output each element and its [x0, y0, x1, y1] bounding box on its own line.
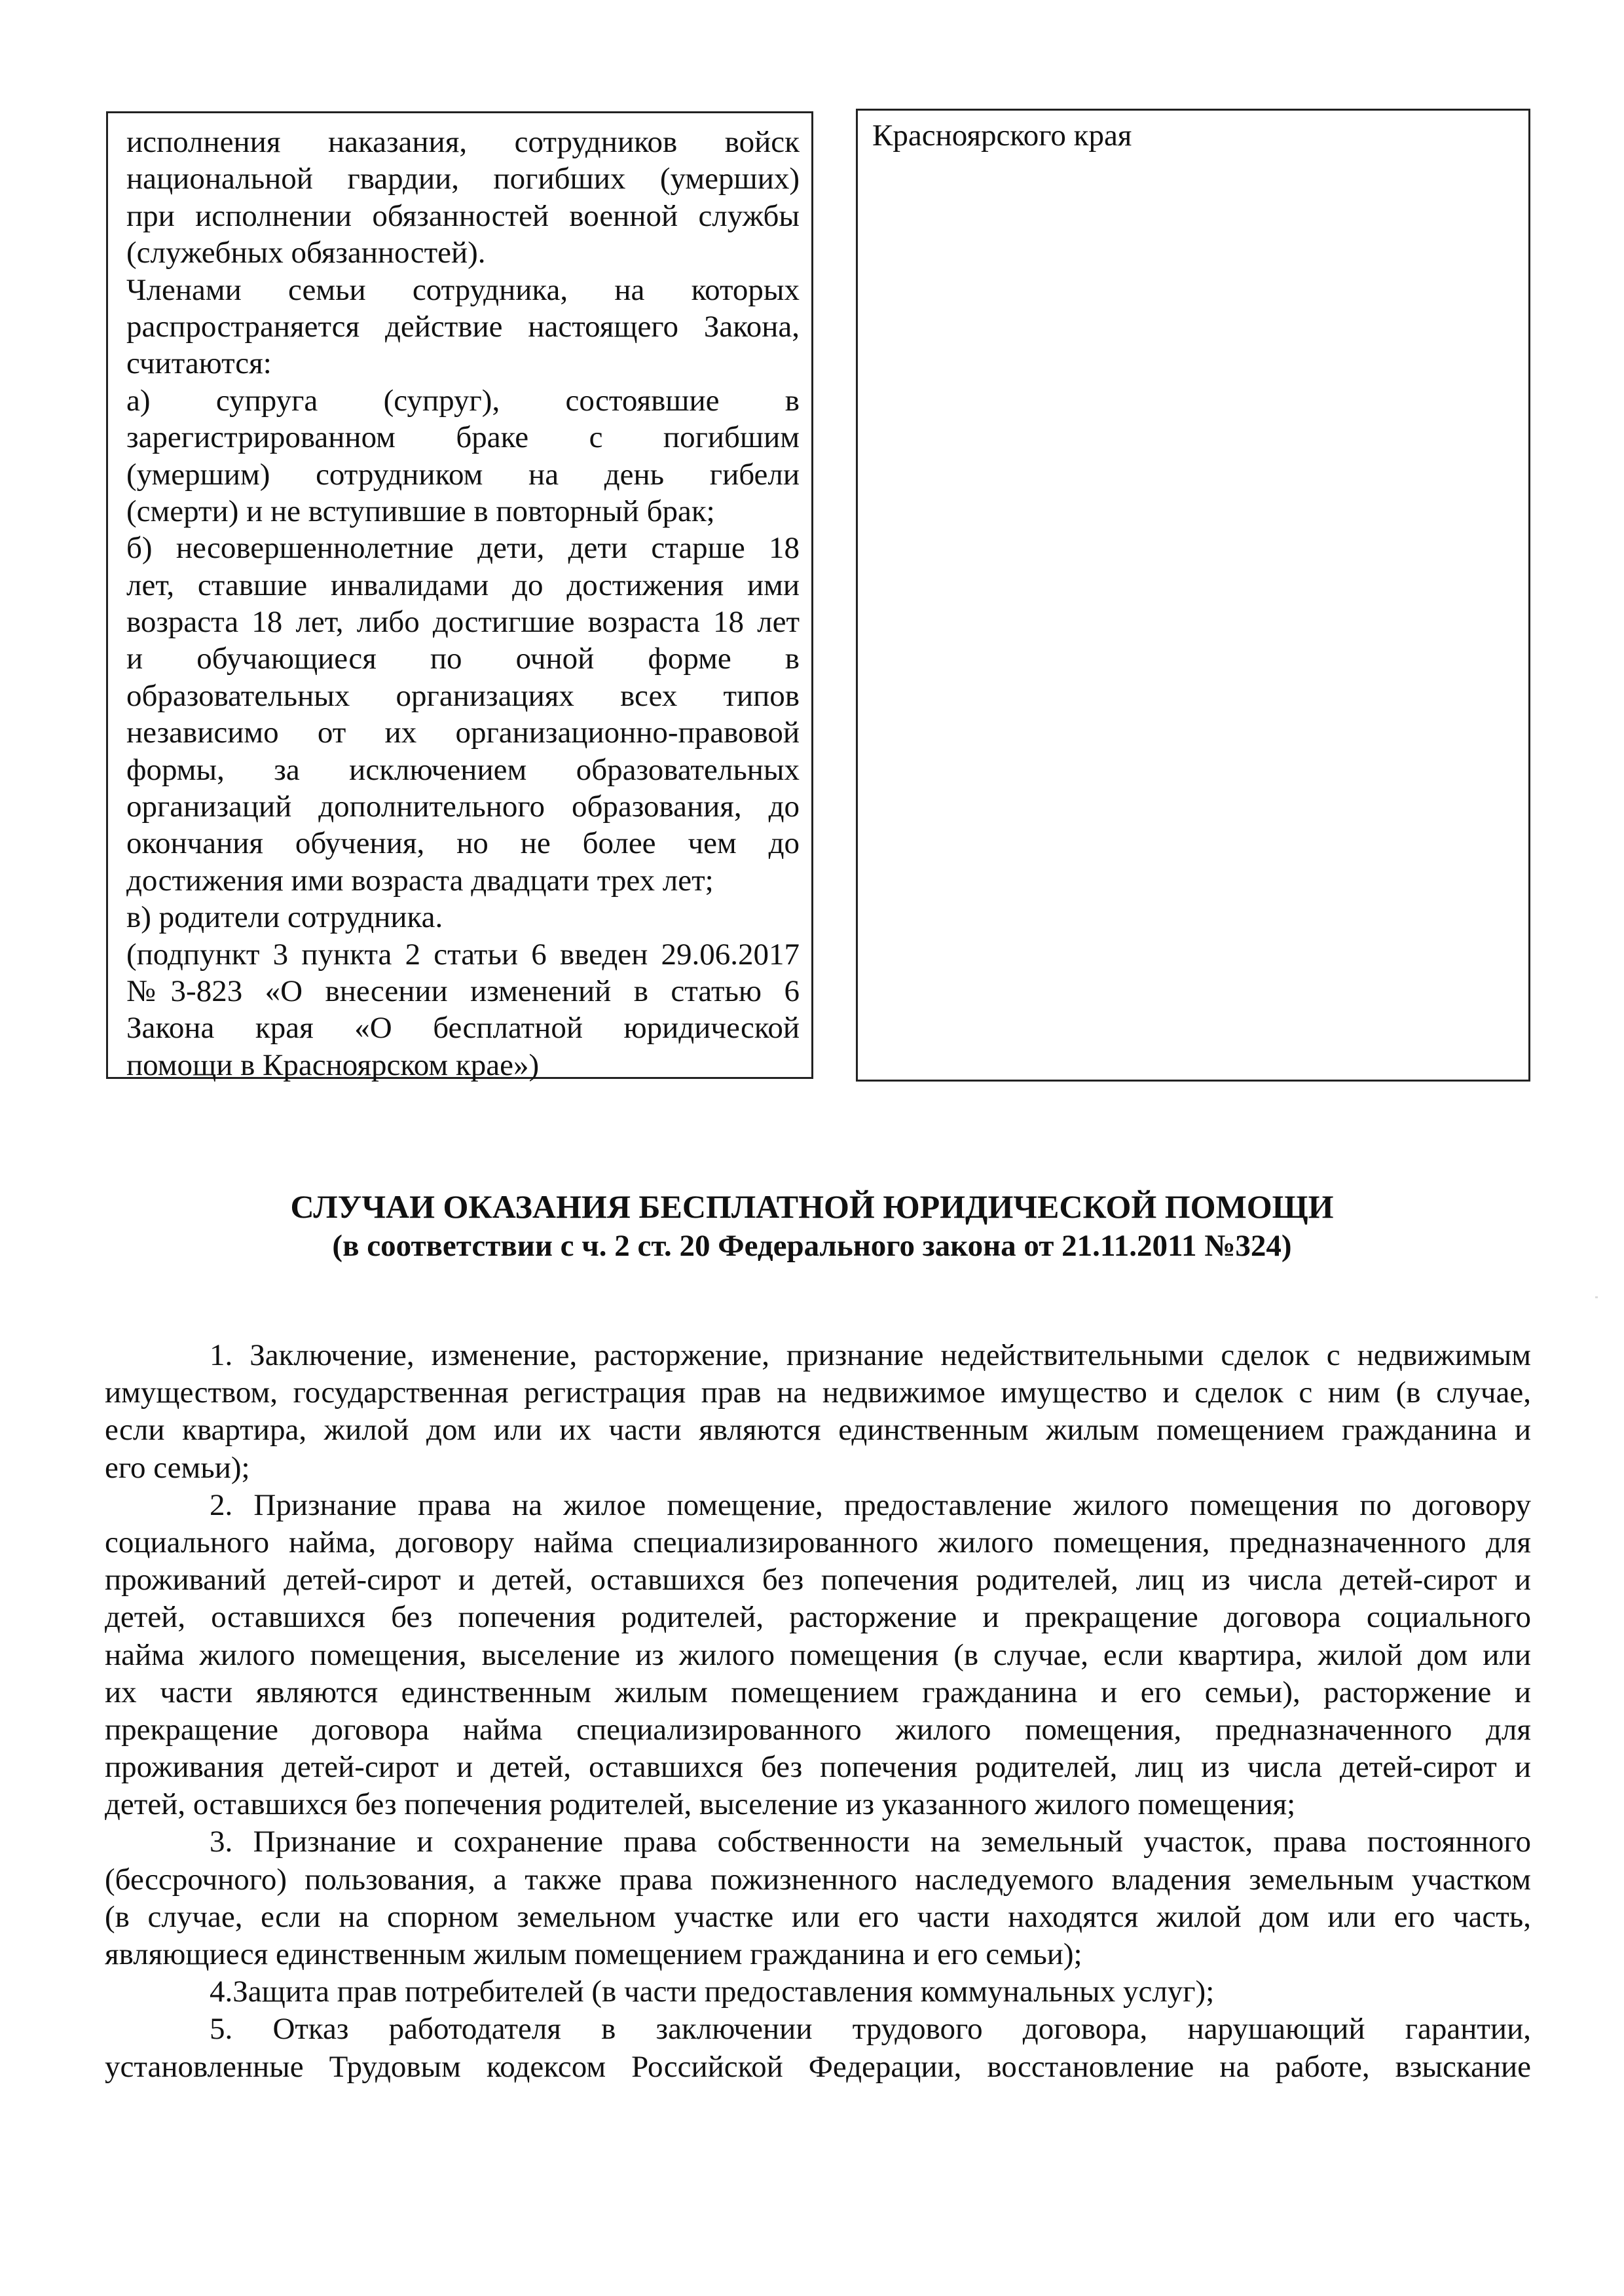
cell-text-line: (служебных обязанностей).: [126, 236, 486, 270]
cell-text-line: в) родители сотрудника.: [126, 900, 443, 935]
cell-text-line: (подпункт 3 пункта 2 статьи 6 введен 29.06.2017: [126, 937, 800, 972]
body-line: 3. Признание и сохранение права собственности на земельный участок, права постоянного: [210, 1825, 1531, 1859]
body-line: его семьи);: [105, 1450, 250, 1485]
body-line: их части являются единственным жилым помещением гражданина и его семьи), расторжение и: [105, 1675, 1531, 1709]
cell-text-line: а) супруга (супруг), состоявшие в: [126, 383, 800, 418]
body-line: прекращение договора найма специализированного жилого помещения, предназначенного для: [105, 1712, 1531, 1747]
cell-text-line: распространяется действие настоящего Закона,: [126, 309, 800, 344]
section-heading: [0, 1186, 1624, 1265]
document-body: [105, 1337, 1531, 2086]
body-line: (в случае, если на спорном земельном участке или его части находятся жилой дом или его часть,: [105, 1899, 1531, 1934]
cell-text-line: №3-823 «О внесении изменений в статью 6: [126, 974, 800, 1008]
body-line: 2. Признание права на жилое помещение, предоставление жилого помещения по договору: [210, 1487, 1531, 1522]
cell-text-line: возраста 18 лет, либо достигшие возраста 18 лет: [126, 605, 800, 640]
heading-subtitle: (в соответствии с ч. 2 ст. 20 Федерального закона от 21.11.2011 №324): [332, 1229, 1292, 1263]
cell-text-line: лет, ставшие инвалидами до достижения ими: [126, 568, 800, 602]
body-line: проживания детей-сирот и детей, оставшихся без попечения родителей, лиц из числа детей-сирот и: [105, 1750, 1531, 1785]
cell-text-line: (умершим) сотрудником на день гибели: [126, 457, 800, 492]
body-line: социального найма, договору найма специализированного жилого помещения, предназначенного для: [105, 1525, 1531, 1559]
cell-text-line: формы, за исключением образовательных: [126, 752, 800, 787]
body-line: 4.Защита прав потребителей (в части предоставления коммунальных услуг);: [210, 1975, 1215, 2009]
cell-text-line: и обучающиеся по очной форме в: [126, 642, 800, 676]
cell-text-line: национальной гвардии, погибших (умерших): [126, 162, 800, 196]
cell-text-line: независимо от их организационно-правовой: [126, 716, 800, 750]
table-cell-right: [856, 109, 1530, 1082]
cell-text-line: исполнения наказания, сотрудников войск: [126, 125, 800, 159]
body-line: если квартира, жилой дом или их части являются единственным жилым помещением гражданина и: [105, 1413, 1531, 1448]
body-line: установленные Трудовым кодексом Российской Федерации, восстановление на работе, взыскание: [105, 2049, 1531, 2084]
body-line: (бессрочного) пользования, а также права пожизненного наследуемого владения земельным участком: [105, 1862, 1531, 1897]
body-line: детей, оставшихся без попечения родителей, расторжение и прекращение договора социального: [105, 1600, 1531, 1635]
cell-text-line: считаются:: [126, 346, 272, 381]
heading-title: СЛУЧАИ ОКАЗАНИЯ БЕСПЛАТНОЙ ЮРИДИЧЕСКОЙ ПОМОЩИ: [290, 1188, 1334, 1225]
cell-text-line: Закона края «О бесплатной юридической: [126, 1011, 800, 1046]
cell-text: Красноярского края: [872, 118, 1132, 153]
cell-text-line: образовательных организациях всех типов: [126, 678, 800, 713]
body-line: проживаний детей-сирот и детей, оставшихся без попечения родителей, лиц из числа детей-сирот и: [105, 1563, 1531, 1597]
scan-artifact: [1595, 1296, 1598, 1298]
table-cell-left: [106, 111, 813, 1082]
body-line: являющиеся единственным жилым помещением гражданина и его семьи);: [105, 1937, 1082, 1971]
cell-text-line: окончания обучения, но не более чем до: [126, 826, 800, 861]
cell-text-line: зарегистрированном браке с погибшим: [126, 420, 800, 455]
body-line: найма жилого помещения, выселение из жилого помещения (в случае, если квартира, жилой дом или: [105, 1637, 1531, 1672]
cell-text-line: (смерти) и не вступившие в повторный брак;: [126, 494, 715, 528]
cell-text-line: б) несовершеннолетние дети, дети старше 18: [126, 531, 800, 566]
body-line: 5. Отказ работодателя в заключении трудового договора, нарушающий гарантии,: [210, 2012, 1531, 2047]
body-line: имуществом, государственная регистрация прав на недвижимое имущество и сделок с ним (в случае,: [105, 1376, 1531, 1410]
cell-text-line: помощи в Красноярском крае»): [126, 1048, 540, 1082]
cell-text-line: при исполнении обязанностей военной службы: [126, 198, 800, 233]
body-line: детей, оставшихся без попечения родителей, выселение из указанного жилого помещения;: [105, 1787, 1296, 1822]
cell-text-line: достижения ими возраста двадцати трех лет;: [126, 863, 714, 898]
cell-text-line: организаций дополнительного образования, до: [126, 790, 800, 824]
body-line: 1. Заключение, изменение, расторжение, признание недействительными сделок с недвижимым: [210, 1338, 1531, 1372]
cell-text-line: Членами семьи сотрудника, на которых: [126, 272, 800, 307]
